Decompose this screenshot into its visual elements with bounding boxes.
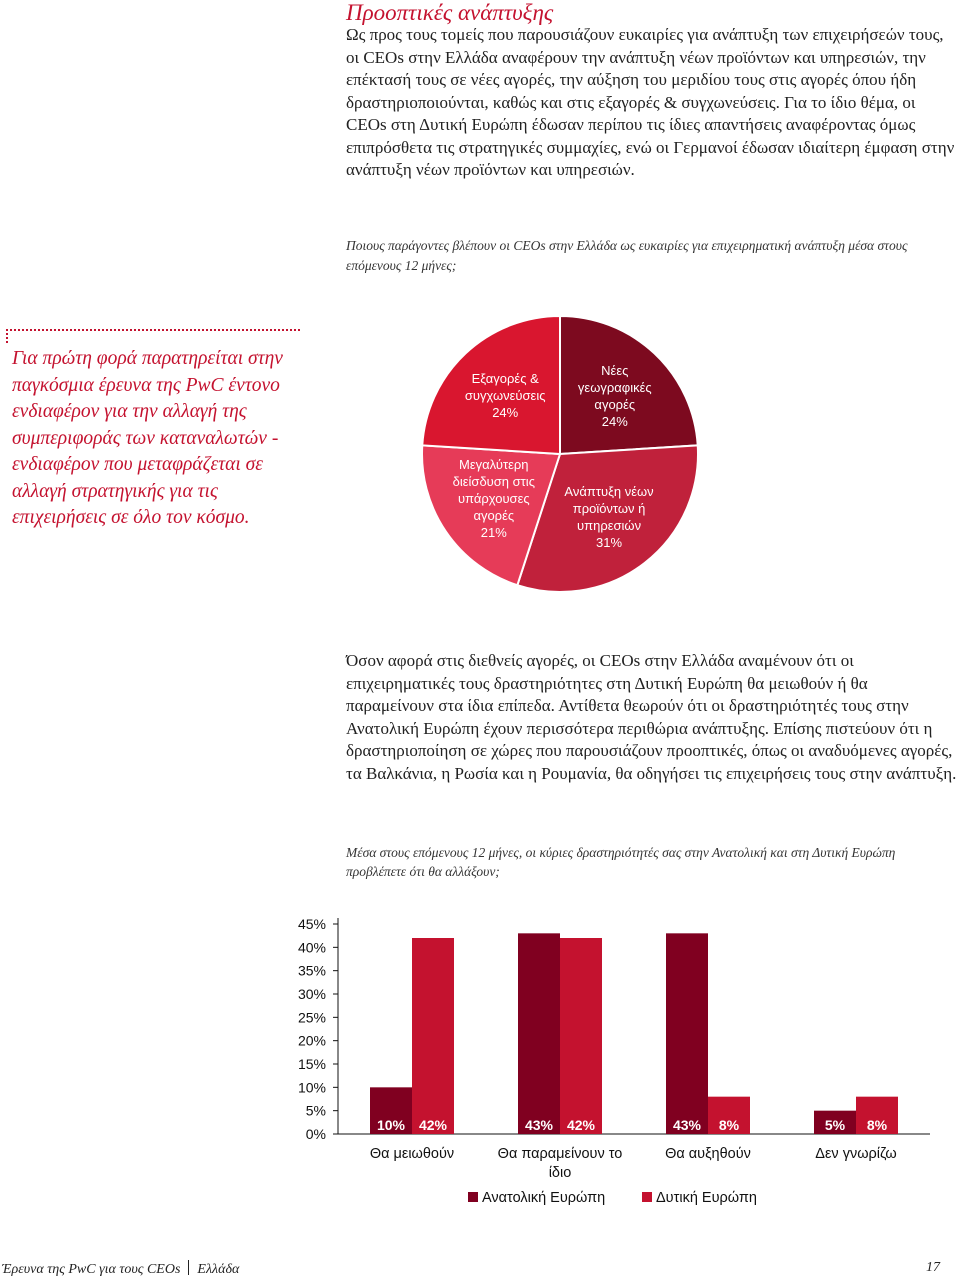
y-tick-label: 15% (297, 1056, 326, 1072)
legend-swatch (468, 1192, 478, 1202)
page-footer (0, 1256, 960, 1280)
y-tick-label: 40% (297, 939, 326, 956)
footer-country: Ελλάδα (197, 1262, 240, 1277)
x-category-label: Δεν γνωρίζω (815, 1146, 897, 1162)
bar-data-label: 10% (376, 1117, 406, 1133)
y-tick-label: 20% (297, 1032, 326, 1049)
y-tick-label: 30% (297, 986, 326, 1002)
pie-slice-label-line: υπάρχουσες (457, 491, 530, 507)
pie-slice-label-line: γεωγραφικές (577, 379, 652, 395)
pie-slice-label-line: αγορές (594, 396, 636, 412)
pull-quote: Για πρώτη φορά παρατηρείται στην παγκόσμια έρευνα της PwC έντονο ενδιαφέρον για την αλλαγή της συμπεριφοράς των καταναλωτών - ενδιαφέρον που μεταφράζεται σε αλλαγή στρατηγικής για τις επιχειρήσεις σε όλο τον κόσμο. (12, 348, 283, 528)
pie-slice-label-line: διείσδυση στις (452, 474, 535, 490)
bar-data-label: 5% (824, 1117, 846, 1133)
pie-slice-label-line: 24% (492, 405, 519, 421)
footer-publication (2, 1260, 239, 1278)
pie-slice-label-line: 21% (480, 525, 507, 541)
pie-slice-label (549, 483, 669, 551)
bar-data-label: 43% (672, 1117, 702, 1133)
bar (518, 933, 560, 1134)
y-tick-label: 5% (305, 1102, 326, 1119)
bar-chart (270, 910, 950, 1220)
y-tick-label: 10% (297, 1079, 326, 1096)
bar (560, 938, 602, 1134)
x-category-label: Θα αυξηθούν (665, 1146, 751, 1162)
international-markets-paragraph: Όσον αφορά στις διεθνείς αγορές, οι CEOs στην Ελλάδα αναμένουν ότι οι επιχειρηματικές τους δραστηριότητες στη Δυτική Ευρώπη θα μειωθούν ή θα παραμείνουν στα ίδια επίπεδα. Αντίθετα θεωρούν ότι οι δραστηριότητές τους στην Ανατολική Ευρώπη έχουν περισσότερα περιθώρια ανάπτυξης. Επίσης πιστεύουν ότι η δραστηριοποίηση σε χώρες που παρουσιάζουν προοπτικές, όπως οι αναδυόμενες αγορές, τα Βαλκάνια, η Ρωσία και η Ρουμανία, θα οδηγήσει τις επιχειρήσεις τους στην ανάπτυξη. (346, 651, 957, 783)
pie-slice-label-line: Ανάπτυξη νέων (564, 484, 654, 500)
bar-data-label: 8% (718, 1117, 740, 1133)
x-category-label: Θα παραμείνουν το (497, 1146, 623, 1162)
y-tick-label: 25% (297, 1009, 326, 1026)
y-tick-label: 0% (305, 1126, 326, 1142)
pie-chart-caption: Ποιους παράγοντες βλέπουν οι CEOs στην Ελλάδα ως ευκαιρίες για επιχειρηματική ανάπτυξη μέσα στους επόμενους 12 μήνες; (346, 238, 908, 273)
legend-label: Δυτική Ευρώπη (656, 1190, 757, 1206)
pie-slice-label-line: Εξαγορές & (471, 371, 539, 387)
quote-divider-tick (6, 329, 8, 343)
pie-chart (420, 314, 700, 594)
pie-slice-label-line: 24% (601, 413, 628, 429)
pie-slice-label-line: Μεγαλύτερη (459, 457, 529, 473)
pie-slice-label (445, 370, 565, 421)
x-category-label: ίδιο (548, 1165, 572, 1181)
bar (666, 933, 708, 1134)
pie-slice-label-line: συγχωνεύσεις (464, 388, 546, 404)
x-category-label: Θα μειωθούν (369, 1146, 455, 1162)
bar-chart-svg (270, 910, 950, 1220)
footer-report-title: Έρευνα της PwC για τους CEOs (2, 1262, 181, 1277)
bar-data-label: 42% (566, 1117, 596, 1133)
page-number: 17 (926, 1260, 940, 1275)
pie-slice-label-line: 31% (596, 535, 623, 551)
pie-slice-label-line: προϊόντων ή (572, 501, 646, 517)
y-tick-label: 45% (297, 916, 326, 932)
pie-slice-label-line: υπηρεσιών (577, 518, 642, 534)
footer-separator (188, 1260, 189, 1275)
bar-data-label: 42% (418, 1117, 448, 1133)
pie-slice-label-line: αγορές (473, 508, 515, 524)
legend-label: Ανατολική Ευρώπη (482, 1190, 606, 1206)
quote-divider (6, 329, 300, 331)
bar (412, 938, 454, 1134)
section-title: Προοπτικές ανάπτυξης (346, 0, 554, 25)
y-tick-label: 35% (297, 962, 326, 979)
bar-data-label: 8% (866, 1117, 888, 1133)
legend-swatch (642, 1192, 652, 1202)
pie-slice-label (555, 362, 675, 430)
pie-slice-label (434, 456, 554, 541)
bar-data-label: 43% (524, 1117, 554, 1133)
bar-chart-caption: Μέσα στους επόμενους 12 μήνες, οι κύριες δραστηριότητές σας στην Ανατολική και στη Δυτική Ευρώπη προβλέπετε ότι θα αλλάξουν; (346, 845, 896, 879)
pie-chart-svg (420, 314, 700, 594)
intro-paragraph: Ως προς τους τομείς που παρουσιάζουν ευκαιρίες για ανάπτυξη των επιχειρήσεών τους, οι CEOs στην Ελλάδα αναφέρουν την ανάπτυξη νέων προϊόντων και υπηρεσιών, την επέκτασή τους σε νέες αγορές, την αύξηση του μεριδίου τους στις αγορές όπου ήδη δραστηριοποιούνται, καθώς και στις εξαγορές & συγχωνεύσεις. Για το ίδιο θέμα, οι CEOs στη Δυτική Ευρώπη έδωσαν περίπου τις ίδιες απαντήσεις αναφέροντας όμως επιπρόσθετα τις στρατηγικές συμμαχίες, ενώ οι Γερμανοί έδωσαν ιδιαίτερη έμφαση στην ανάπτυξη νέων προϊόντων και υπηρεσιών. (346, 25, 955, 179)
pie-slice-label-line: Νέες (601, 362, 629, 378)
